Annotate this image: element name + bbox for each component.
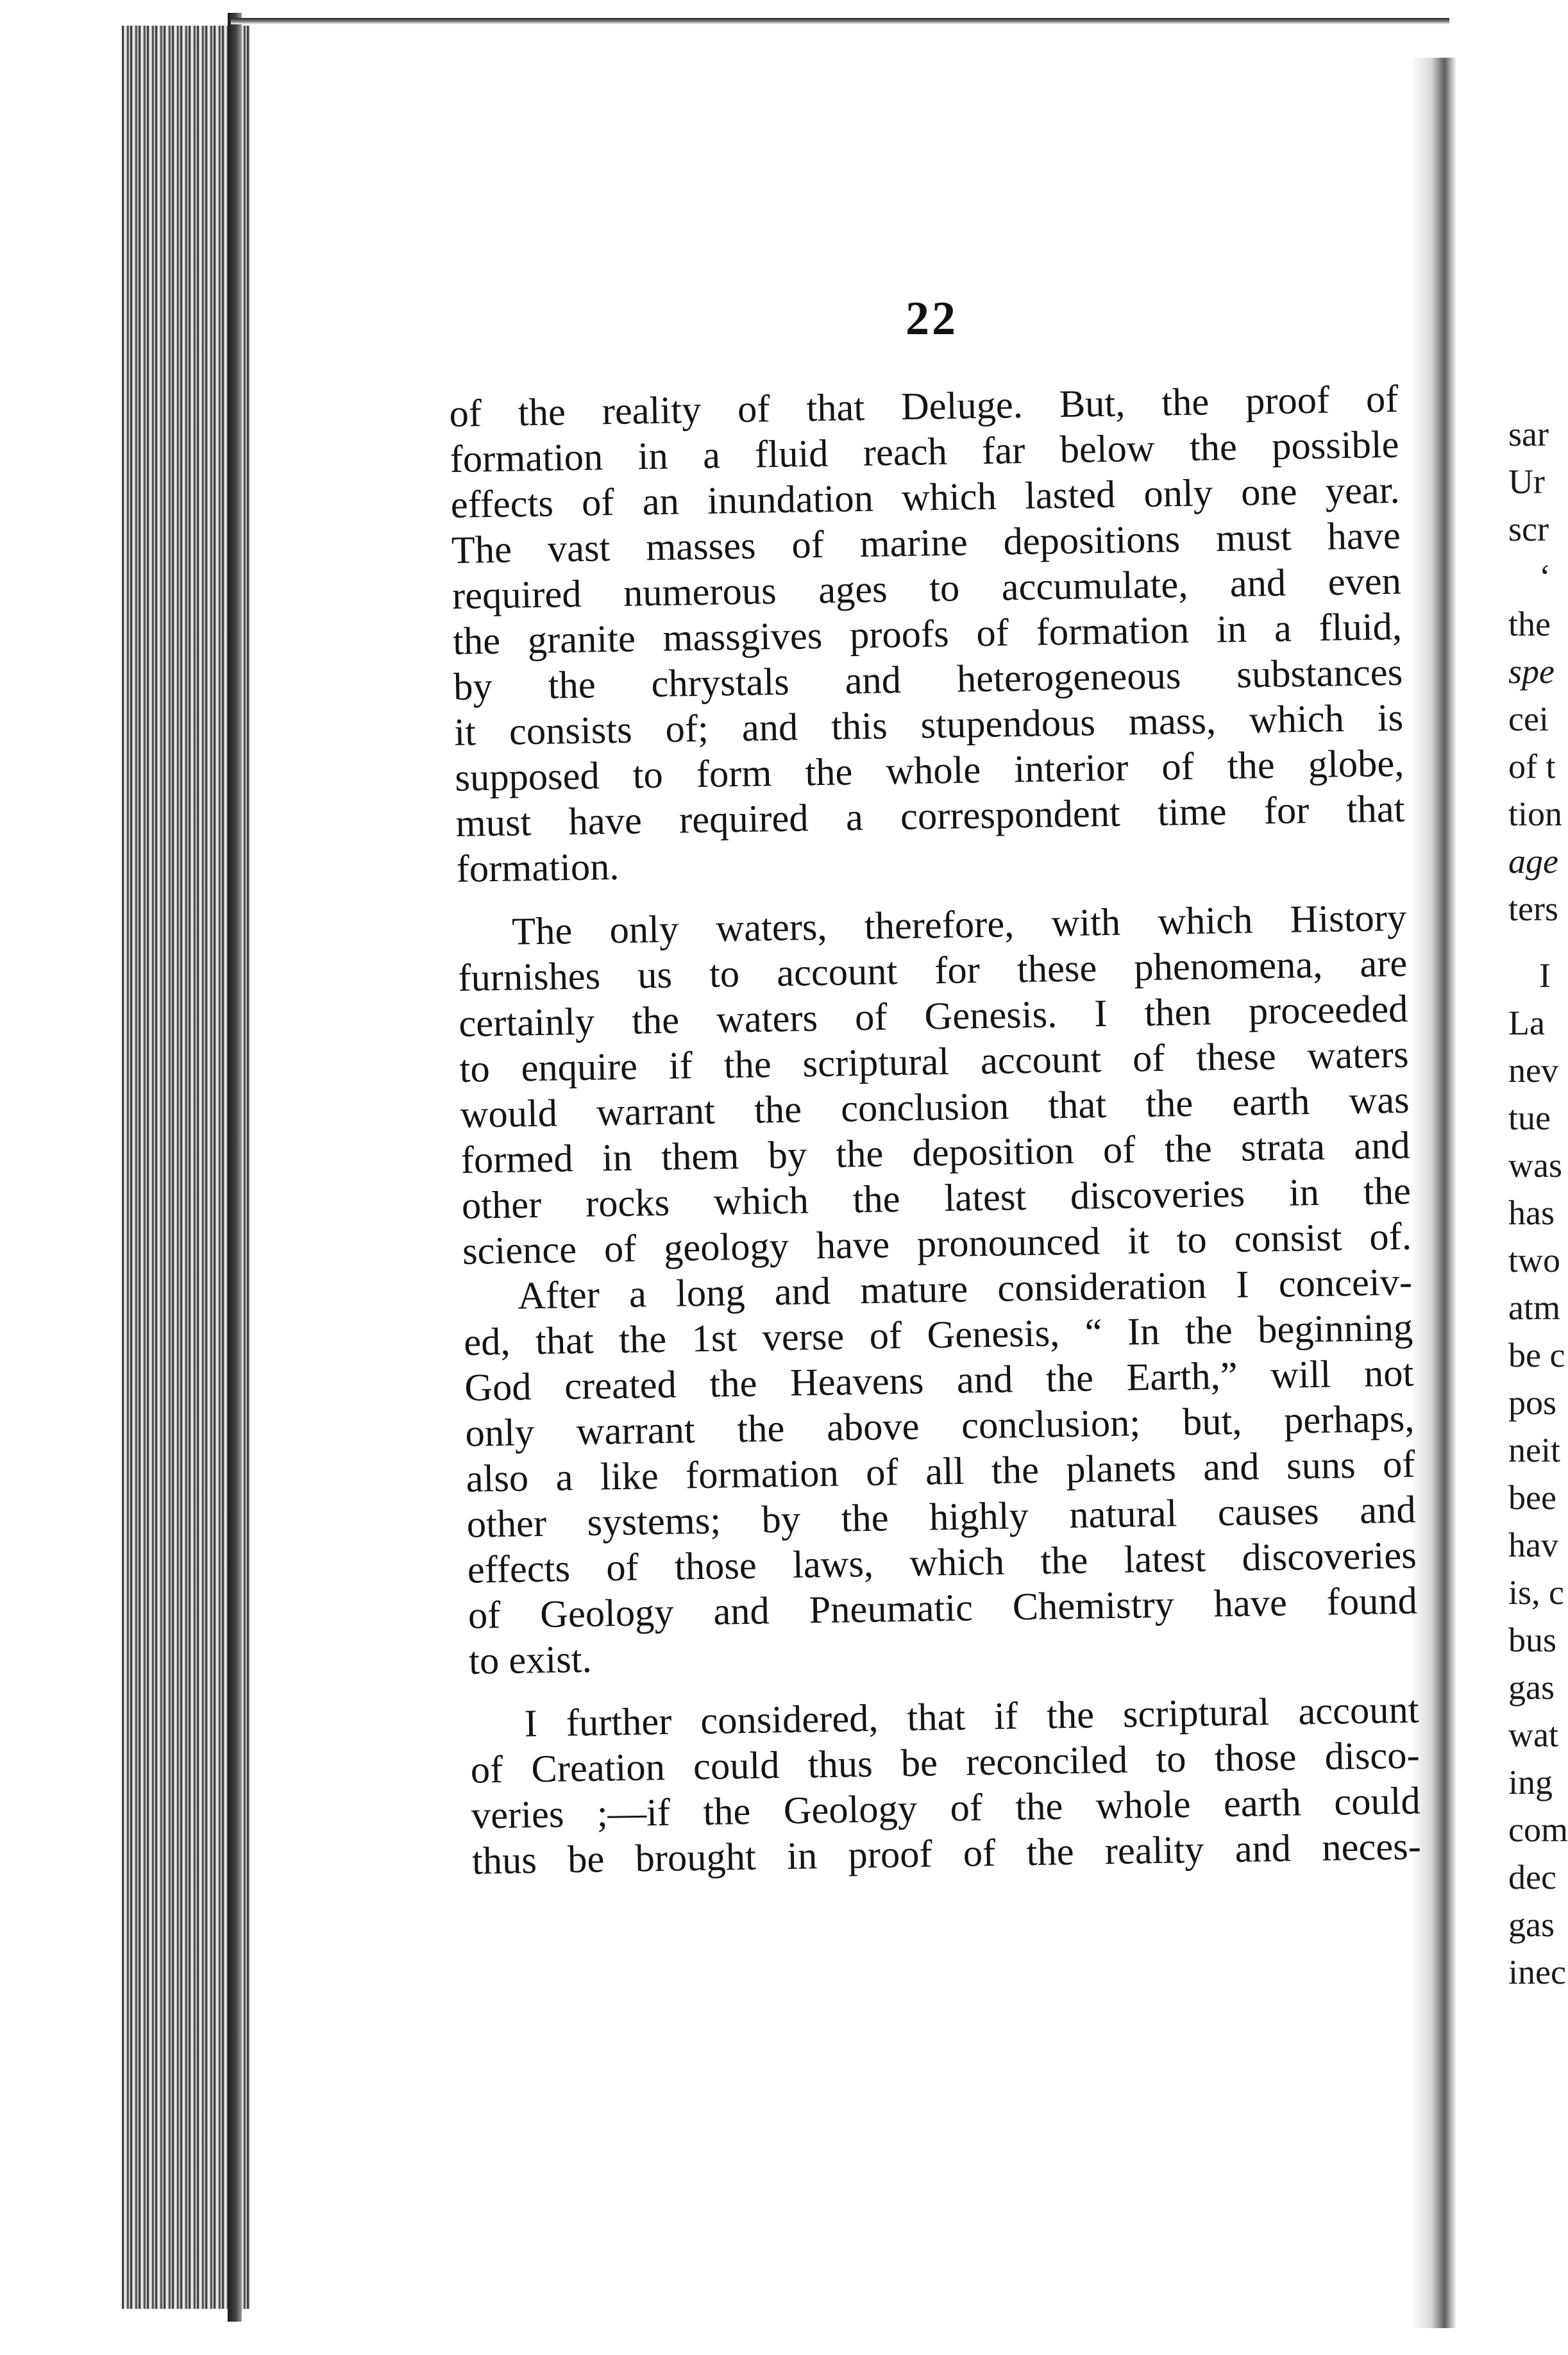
text-line: it consists of; and this stupendous mass, which is (453, 696, 1404, 754)
facing-page-fragment: sar (1508, 415, 1549, 453)
facing-page-fragment: cei (1508, 700, 1549, 738)
facing-page-fragment: neit (1508, 1431, 1560, 1469)
facing-page-fragment: the (1508, 605, 1551, 643)
facing-page-fragment: La (1508, 1004, 1545, 1042)
facing-page-fragment: pos (1508, 1383, 1557, 1422)
text-line: After a long and mature consideration I conceiv- (517, 1260, 1413, 1318)
gutter-shadow (228, 13, 242, 2322)
text-line: formation. (456, 845, 620, 891)
text-line: God created the Heavens and the Earth,” will not (464, 1351, 1414, 1410)
facing-page-fragment: spe (1508, 652, 1555, 691)
facing-page-fragment: ‘ (1539, 557, 1551, 596)
facing-page-fragment: Ur (1508, 462, 1545, 501)
facing-page-fragment: wat (1508, 1716, 1558, 1754)
text-line: formation in a fluid reach far below the possible (450, 423, 1400, 481)
text-line: only warrant the above conclusion; but, perhaps, (465, 1397, 1415, 1455)
facing-page-fragment: com (1508, 1811, 1568, 1849)
page-body (449, 376, 1434, 1884)
text-line: the granite massgives proofs of formation in a fluid, (452, 605, 1403, 663)
text-line: science of geology have pronounced it to consist of. (462, 1215, 1412, 1273)
facing-page-fragment: ing (1508, 1763, 1553, 1802)
facing-page-fragment: dec (1508, 1858, 1556, 1896)
page-top-edge (231, 18, 1449, 24)
facing-page-fragment: is, c (1508, 1573, 1564, 1612)
facing-page-fragment: of t (1508, 747, 1556, 786)
text-line: furnishes us to account for these phenomena, are (457, 941, 1408, 1000)
text-line: would warrant the conclusion that the earth was (460, 1078, 1410, 1136)
facing-page-fragment: tue (1508, 1099, 1551, 1137)
text-line: formed in them by the deposition of the strata and (460, 1124, 1411, 1182)
facing-page-fragment: age (1508, 842, 1558, 881)
text-line: other systems; by the highly natural causes and (466, 1488, 1417, 1546)
text-line: by the chrystals and heterogeneous substances (453, 650, 1403, 709)
facing-page-fragment: bee (1508, 1478, 1556, 1517)
facing-page-fragment: inec (1508, 1953, 1566, 1991)
text-line: to exist. (468, 1637, 593, 1683)
facing-page-fragment: has (1508, 1194, 1555, 1232)
text-line: of the reality of that Deluge. But, the proof of (449, 377, 1399, 435)
text-line: required numerous ages to accumulate, and even (451, 559, 1402, 618)
text-line: of Creation could thus be reconciled to those disco- (470, 1734, 1420, 1792)
text-line: veries ;—if the Geology of the whole earth could (471, 1779, 1421, 1837)
text-line: also a like formation of all the planets and suns of (466, 1442, 1415, 1501)
facing-page-fragment: I (1539, 956, 1551, 995)
text-line: certainly the waters of Genesis. I then proceeded (458, 987, 1408, 1045)
text-line: of Geology and Pneumatic Chemistry have found (468, 1579, 1418, 1637)
text-line: other rocks which the latest discoveries in the (461, 1169, 1412, 1228)
facing-page (1456, 58, 1568, 2328)
text-line: effects of an inundation which lasted only one year. (450, 468, 1401, 527)
facing-page-fragment: tion (1508, 795, 1563, 833)
facing-page-fragment: ters (1508, 890, 1558, 928)
facing-page-fragment: gas (1508, 1668, 1555, 1707)
facing-page-fragment: gas (1508, 1905, 1555, 1944)
text-line: thus be brought in proof of the reality and neces- (471, 1825, 1422, 1883)
text-line: supposed to form the whole interior of the globe, (454, 741, 1404, 800)
text-line: The vast masses of marine depositions must have (451, 514, 1401, 572)
page-number: 22 (906, 292, 958, 345)
text-line: ed, that the 1st verse of Genesis, “ In the beginning (463, 1306, 1413, 1364)
text-line: I further considered, that if the scriptural account (524, 1688, 1420, 1746)
text-line: effects of those laws, which the latest discoveries (467, 1533, 1417, 1592)
text-line: The only waters, therefore, with which History (511, 896, 1407, 954)
facing-page-fragment: hav (1508, 1526, 1558, 1564)
facing-page-fragment: atm (1508, 1288, 1560, 1327)
facing-page-fragment: two (1508, 1241, 1560, 1279)
facing-page-fragment: be c (1508, 1336, 1565, 1374)
facing-page-fragment: nev (1508, 1051, 1558, 1090)
facing-page-fragment: was (1508, 1146, 1562, 1185)
facing-page-fragment: bus (1508, 1621, 1557, 1659)
text-line: to enquire if the scriptural account of these waters (459, 1033, 1409, 1091)
text-line: must have required a correspondent time for that (455, 787, 1405, 845)
facing-page-fragment: scr (1508, 510, 1549, 548)
